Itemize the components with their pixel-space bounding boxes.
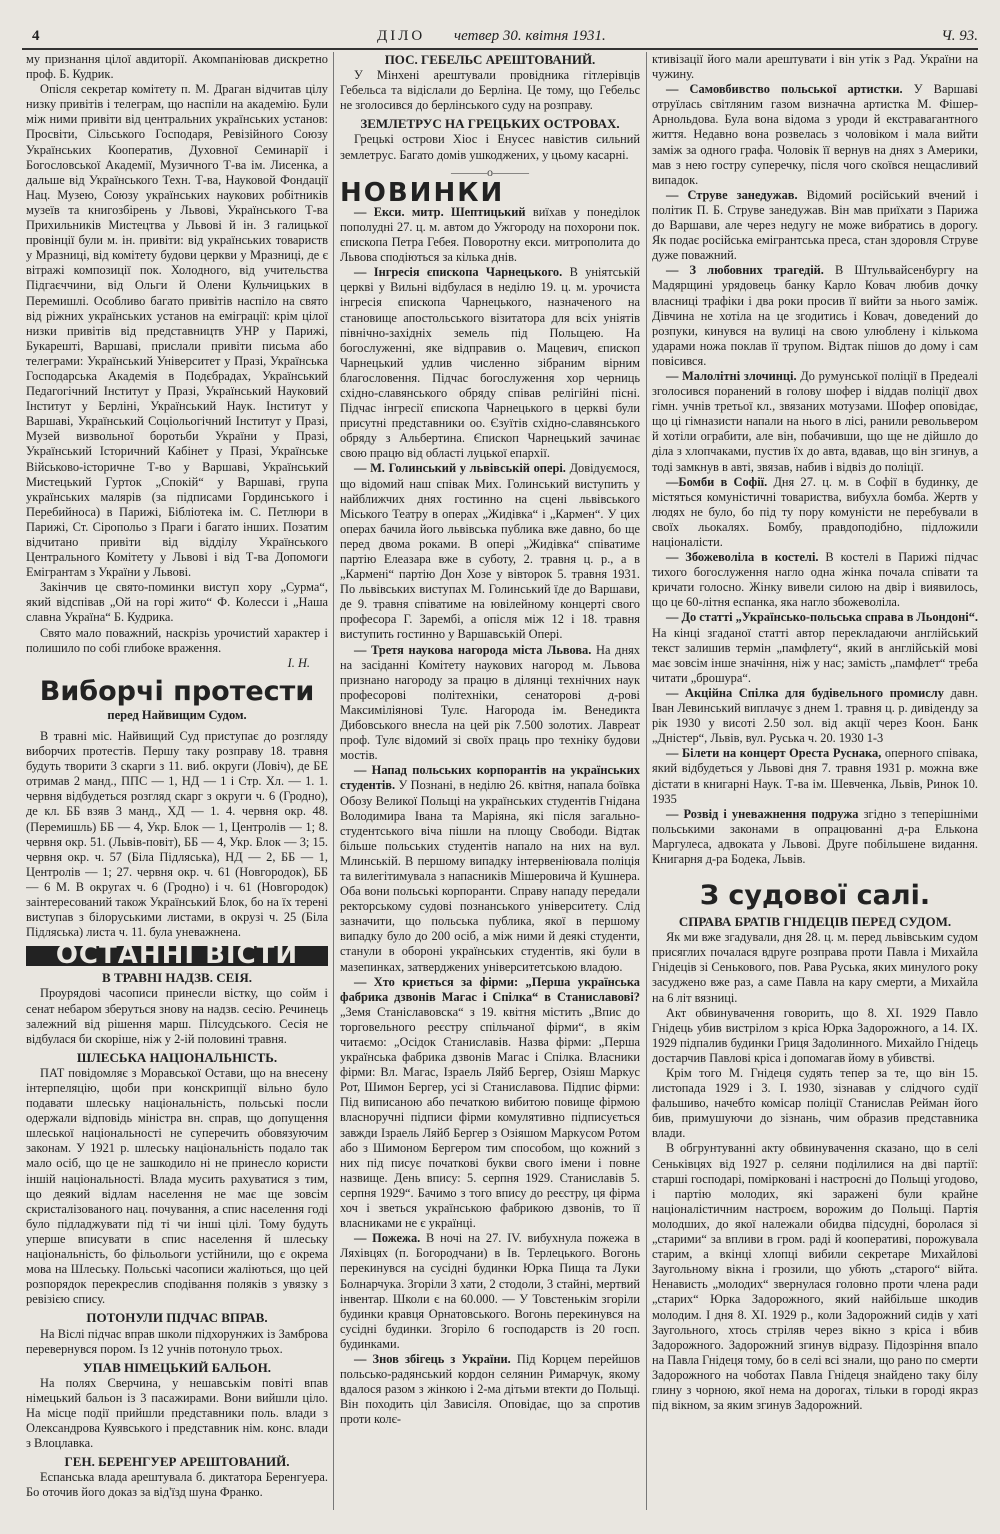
subheadline: перед Найвищим Судом. [107, 707, 247, 722]
news-item-title: — Струве занедужав. [666, 187, 798, 202]
section-heading: ГЕН. БЕРЕНГУЕР АРЕШТОВАНИЙ. [64, 1454, 290, 1470]
news-item [652, 188, 978, 263]
news-item-title: — Самовбивство польської артистки. [666, 82, 903, 97]
page-number: 4 [32, 28, 40, 44]
paragraph: Опісля секретар комітету п. М. Драган відчитав цілу низку привітів і телеграм, що наспіли на академію. Були між ними привіти від центральних українських установ: Просвіти, Сільського Господаря, Ревізійного Союзу Українських Кооператив, Духовної Семинарії і Богословської Академії, Музичного Т-ва ім. Лисенка, а дальше від Українського Техн. Т-ва, Науковой Фондації Нац. Музею, Союзу українських наукових робітників музеїв та книгозбірень у Львові, Українського Т-ва Прихильників Мистецтва у Львові й ін. З галицької провінції були м. ін. привіти: від українських товариств у Мразниці, від комітету будови церкви у Мразниці, де є вітражі композиції пок. Холодного, від учительства Підгаєччини, від Ольги й Олени Кульчицьких в Перемишлі. Особливо багато привітів наспіло на свято від ріжних українських установ на еміграції: крім цілої низки привітів від представництв УНР у Парижі, Букарешті, Варшаві, прислали привіти письма або телеграми: Український Університет у Празі, Українська Господарська Академія в Подєбрадах, Український Педагогічний Інститут у Празі, Український Науковий Інститут у Берліні, Український Наук. Інститут у Варшаві, Український Соціольогічний Інститут у Празі, Музей визвольної боротьби України у Празі, Український Історичний Кабінет у Празі, Українське Військово-історичне Т-во у Варшаві, Український Мистецький Гурток „Спокій“ у Варшаві, група українських малярів (за підписами Гординського і Перебийноса) в Парижі, Бібліотека ім. С. Петлюри в Парижі, Ст. Сіропольо з Праги і багато інших. Позатим відчитано привіти від відділу Українського Центрального Комітету у Львові і від Т-ва Допомоги Емігрантам з України у Львові. [26, 82, 328, 580]
news-item [652, 550, 978, 610]
news-item [340, 461, 640, 642]
paragraph: Еспанська влада арештувала б. диктатора Беренгуера. Бо оточив його доказ за від'їзд шуна Франко. [26, 1470, 328, 1500]
section-heading: УПАВ НІМЕЦЬКИЙ БАЛЬОН. [83, 1359, 271, 1375]
paragraph: Акт обвинувачення говорить, що 8. XI. 1929 Павло Гнідець убив вистрілом з кріса Юрка Задорожного, а 14. IX. 1929 підпалив будинки Гриця Задолинного. Михайло Гнідець достарчив Павлові кріса і допомагав йому в убивстві. [652, 1005, 978, 1065]
news-item-title: — Третя наукова нагорода міста Львова. [354, 642, 592, 657]
paragraph: У Мінхені арештували провідника гітлерівців Гебельса та відіслали до Берліна. Це тому, що Гебельс не зголосився до берлінського суду на розправу. [340, 68, 640, 113]
news-item-text: Під Корцем перейшов польсько-радянський кордон селянин Римарчук, якому вдалося разом з жінкою і 2-ма дітьми втекти до Польщі. Він походить ціл Зависіля. Оповідає, що за спротив проти колє- [340, 1351, 640, 1427]
column-2 [340, 52, 640, 1510]
news-item-title: —Бомби в Софії. [666, 474, 768, 489]
news-item [652, 82, 978, 188]
news-item [652, 746, 978, 806]
news-item-text: У Варшаві отруїлась світляним газом визначна артистка М. Фішер-Арнольдова. Була вона відома з уроди й екстравагантного життя. Недавно вона розвелась з чоловіком і мала вийти заміж за одного графа. Чоловік її вернув на днях з Америки, мав з нею гостру суперечку, після чого скоївся нещасливий випадок. [652, 82, 978, 187]
news-item-text: В ночі на 27. IV. вибухнула пожежа в Ляхівцях (п. Богородчани) в Ів. Терлецького. Вогонь перекинувся на сусідні будинки Юрка Пища та Луки Болнарчука. Згоріли 3 хати, 2 стодоли, 3 стайні, мертвий інвентар. Школи є на 60.000. — У Товстенькім згоріли будинки кравця Орнатовського. Вогонь перекинувся на сусідні будинки. Згоріло 6 господарств із 20 госп. будинками. [340, 1231, 640, 1351]
news-item-text: оперного співака, який відбудеться у Львові дня 7. травня 1931 р. можна вже дістати в книгарні Наук. Т-ва ім. Шевченка, Львів, Ринок 10. 1935 [652, 746, 978, 806]
paragraph: Грецькі острови Хіос і Енусес навістив сильний землетрус. Багато домів ушкоджених, у цьому касарні. [340, 132, 640, 162]
masthead [22, 28, 978, 50]
news-item-text: В уніятській церкві у Вильні відбулася в неділю 19. ц. м. урочиста інгресія єпископа Чарнецького, назначеного на становище апостольського візитатора для всіх уніятів північно-західніх земель під Польщею. На богослуженні, яке відправив о. Мацевич, єпископ Чарнецький удлив численно зібраним вірним благословення. Підчас богослуження хор черниць східно-славянського обряду співав релігійні пісні. Підчас інгресії єпископа Чарнецького в церкві були присутні представники оо. Єзуїтів східно-славянського обряду з Альбертина. Єпископ Чарнецький зачинає свою працю від області луцької епархії. [340, 265, 640, 461]
news-item-text: На кінці згаданої статті автор перекладаючи англійський текст залишив термін „памфлету“, який в англійській мові має зовсім інше значіння, ніж у нас; замість „памфлет“ треба читати „брошура“. [652, 625, 978, 685]
paragraph: ктивізації його мали арештувати і він утік з Рад. України на чужину. [652, 52, 978, 82]
news-item [340, 1352, 640, 1427]
news-item-title: — Розвід і уневажнення подружа [666, 806, 859, 821]
news-item [340, 265, 640, 461]
news-item-title: — Напад польських корпорантів на українських студентів. [340, 763, 640, 793]
separator: ———о——— [451, 164, 529, 179]
news-item-title: — До статті „Українсько-польська справа в Льондоні“. [666, 610, 978, 625]
paragraph: Як ми вже згадували, дня 28. ц. м. перед львівським судом присяглих почалася вдруге розправа проти Павла і Михайла Гнідеців зі Сенькового, пов. Рава Руська, яких минулого року засуджено вже раз, а саме Павла на кару смерти, а Михайла на 6 літ вязниці. [652, 930, 978, 1005]
news-item-title: — Знов збігець з України. [354, 1351, 511, 1366]
news-item-title: — Малолітні злочинці. [666, 368, 797, 383]
issue-date: четвер 30. квітня 1931. [454, 28, 606, 44]
news-item-text: Відомий російський вчений і політик П. Б. Струве занедужав. Він мав приїхати з Парижа до Варшави, але через недугу не може вибратись в дорогу. Як подає російська емігрантська преса, стан здоровля Струве дуже поважний. [652, 187, 978, 263]
news-item [340, 643, 640, 764]
news-item-title: — Білети на концерт Ореста Руснака, [666, 746, 882, 761]
column-3 [652, 52, 978, 1510]
news-item-text: На днях на засіданні Комітету наукових нагород м. Львова признано нагороду за працю в ділянці технічних наук професорові політехніки, сенаторові д-рові Максиміліянові Тулє. Нагорода ім. Венедикта Дибовського внесла на цей рік 7.500 золотих. Лавреат проф. Тулє відомий зі своїх праць про техніку будови мостів. [340, 642, 640, 763]
news-item-title: — Пожежа. [354, 1231, 421, 1246]
news-item-title: — Збожеволіла в костелі. [666, 550, 819, 565]
column-divider [333, 52, 334, 1510]
column-1 [26, 52, 328, 1510]
paragraph: Закінчив це свято-поминки виступ хору „Сурма“, який відспівав „Ой на горі жито“ Ф. Колесси і „Наша славна Україна“ Б. Кудрика. [26, 580, 328, 625]
news-item-text: „Земя Станіславовска“ з 19. квітня містить „Впис до торговельного реєстру спільчаної фірми“, в якім читаємо: „Осідок Станиславів. Назва фірми: „Перша українська фабрика дзвонів Магас і Спілка. Власники фірми: Вл. Магас, Ізраель Ляйб Бергер, Озіяш Маркус Рот, Шимон Бергер, усі зі Станиславова. Підпис фірми: Під виписаною або печаткою вибитою повище фірмою власноручні підписи фірми комулятивно підписується завжди Ізраель Ляйб Бергер з Озіяшом Маркусом Ротом або з Шимоном Бергером тим способом, що кожний з них під писує початкові букви свого імени і повне назвище. День впису: 5. серпня 1929. Станиславів 5. серпня 1929“. Бачимо з того впису до реєстру, ця фірма хоч і зветься українською фабрикою дзвонів, то її власниками не є українці. [340, 1004, 640, 1231]
section-heading: ПОТОНУЛИ ПІДЧАС ВПРАВ. [86, 1310, 268, 1326]
news-item [652, 610, 978, 685]
news-item [340, 205, 640, 265]
paragraph: Свято мало поважний, наскрізь урочистий характер і полишило по собі глибоке враження. [26, 625, 328, 655]
news-item-title: — М. Голинський у львівській опері. [354, 461, 566, 476]
paragraph: На полях Сверчина, у нешавськім повіті впав німецький бальон із 3 пасажирами. Вони вийшли ціло. На місце події прийшли представники поль. влади з Олександрова Куявського і представник нім. конс. влади з Влоцлавка. [26, 1375, 328, 1451]
news-item-text: В костелі в Парижі підчас тихого богослуження нагло одна жінка почала співати та кричати голосно. Жінку вивели силою на двір і виявилось, що це 60-літня еспанка, яка нагло збожеволіла. [652, 550, 978, 610]
news-item-text: згідно з теперішніми польськими законами в опрацюванні д-ра Елькона Маргулеса, адвоката у Львові. Друге побільшене видання. Книгарня д-ра Бодека, Львів. [652, 806, 978, 866]
headline-latest-news: ОСТАННІ ВІСТИ [26, 946, 328, 966]
section-heading: ПОС. ГЕБЕЛЬС АРЕШТОВАНИЙ. [384, 52, 596, 67]
news-item-title: — Акційна Спілка для будівельного промислу [666, 685, 944, 700]
news-item [652, 475, 978, 550]
news-item [340, 763, 640, 974]
news-item [652, 369, 978, 475]
news-item-text: У Познані, в неділю 26. квітня, напала боївка Обозу Великої Польщі на українських студентів Гнідана Володимира Івана та Маріяна, які після загально-студентського віча пішли на площу Свободи. Відтак більше польських студентів напало на них на вул. Млинській. В першому випадку інтервеніювала поліція та вилегітимувала з напасників Мішеровича й Кушнера. Оба вони польські корпоранти. Справу нападу передали ректорському судові познанського університету. Слід зазначити, що польська публика, якої в першому випадку було до 200 осіб, а між ними й деякі студенти, станули в обороні українських студентів, які були в мазепинках, затверджених університетською владою. [340, 778, 640, 974]
news-item-title: — Хто криється за фірми: „Перша українська фабрика дзвонів Магас і Спілка“ в Станиславові? [340, 974, 640, 1004]
column-divider [646, 52, 647, 1510]
news-item [652, 263, 978, 369]
section-heading: ЗЕМЛЕТРУС НА ГРЕЦЬКИХ ОСТРОВАХ. [360, 116, 620, 132]
masthead-rule [22, 48, 978, 50]
paragraph: Крім того М. Гнідеця судять тепер за те, що він 15. листопада 1929 і 3. I. 1930, зізнавав у слідчого судії фальшиво, начебто комісар поліції Станислав Рейман його бив, примушуючи до зізнань, чим образив представника влади. [652, 1066, 978, 1141]
news-item [340, 975, 640, 1232]
paragraph: му признання цілої авдиторії. Акомпаніював дискретно проф. Б. Кудрик. [26, 52, 328, 82]
news-item-text: давн. Іван Левинський виплачує з днем 1. травня ц. р. дивіденду за рік 1930 у висоті 2.50 зол. від акції через Коон. Банк „Дністер“, Львів, вул. Руська ч. 20. 1930 1-3 [652, 685, 978, 746]
headline-news: НОВИНКИ [340, 177, 505, 208]
paragraph: На Віслі підчас вправ школи підхорунжих із Замброва перевернувся пором. Із 12 учнів потонуло трьох. [26, 1326, 328, 1356]
news-item-text: виїхав у понеділок пополудні 27. ц. м. автом до Ужгороду на похорони пок. єпископа Петра Гебея. Поворотну екси. митрополита до Львова сподіються за кілька днів. [340, 204, 640, 265]
paragraph: Проурядові часописи принесли вістку, що сойм і сенат небаром зберуться знову на надзв. сесію. Речинець залежний від рішення марш. Пілсудського. Сесія не відбулася би скоріше, ніж у 2-ій половині травня. [26, 986, 328, 1046]
news-item-text: До румунської поліції в Предеалі зголосився поранений в голову шофер і віддав поліції двох гімн. учнів третьої кл., звязаних мотузами. Шофер оповідає, що ці гімназисти напали на нього в лісі, ранили револьвером й хотіли ограбити, але він, побачивши, що ще не дійшло до діла з хлопчаками, пустив їх до авта, вдавав, що він згинув, а тоді замкнув в авті, звязав, набив і відвіз до поліції. [652, 368, 978, 474]
newspaper-title: ДІЛО [377, 28, 426, 44]
section-heading: ШЛЕСЬКА НАЦІОНАЛЬНІСТЬ. [76, 1049, 278, 1065]
paragraph: В травні міс. Найвищий Суд приступає до розгляду виборчих протестів. Першу таку розправу 18. травня будуть творити 3 скарги з 11. виб. округи (Ловіч), де БЕ отримав 2 манд., ППС — 1, НД — 1 і Стр. Хл. — 1. 1. червня відбудеться розгляд скарг з округи ч. 6 (Гродно), де кл. ББ взяв 3 манд., ХД — 1. 4. червня окр. 48. (Перемишль) ББ — 4, Укр. Блок — 1, Центролів — 1; 8. червня окр. 51. (Львів-повіт), ББ — 4, Укр. Блок — 3; 15. червня окр. ч. 57 (Біла Підляська), НД — 2, ББ — 1, Центролів — 1; 27. червня окр. ч. 61 (Новгородок), ББ — 6 М. В округах ч. 6 (Гродно) і ч. 61 (Новгородок) заінтересований також Український Блок, бо на їх терені виступав з білоруськими листами, в окрузі ч. 25 (Біла Підляська) листа ч. 11. була уневажнена. [26, 728, 328, 940]
news-item-title: — Інгресія єпископа Чарнецького. [354, 265, 563, 280]
paragraph: В обгрунтуванні акту обвинувачення сказано, що в селі Сеньківцях від 1927 р. селяни поділилися на дві партії: старші господарі, помірковані і настроєні до Польщі угодово, і партію молодих, які заражені були крайне націоналістичним настроєм, ворожим до Польщі. Партія молодших, до якої належали обидва підсудні, боролася зі „старими“ за впливи в гром. раді й кооперативі, порожувала старим, а вкінці хлопці вибили секретаре Михайлові Заугольному вікна і грозили, що убють „старого“ війта. Ненависть „молодих“ звернулася головно проти члена ради „старих“ Юрка Задорожного, який найбільше шкодив молодим. І дня 8. XI. 1929 р., коли Задорожний сидів у хаті Заугольного, хтось стріляв через вікно з кріса і вбив Задорожного. Задорожний згинув відразу. Підозріння впало на Павла Гнідеця тому, бо в селі всі знали, що рано по смерти Задорожного на чоботах Павла Гнідеця знайдено таку білу глину з чорною, якої нема на дорогах, тільки в городі якраз під вікном, за яким згинув Задорожний. [652, 1141, 978, 1413]
news-item [340, 1231, 640, 1352]
headline-protests: Виборчі протести [39, 675, 315, 707]
signature: І. Н. [287, 655, 310, 670]
paragraph: ПАТ повідомляє з Моравської Остави, що на внесену інтерпеляцію, щоби при конскрипції вільно було подавати шлеську національність, польські посли одержали відповідь міністра вн. справ, що допущення шлеської національності не суперечить обовязуючим законам. У 1921 р. шлеську національність подало так мало осіб, що це не зашкодило ні не принесло користи іншій національності. Влада мусить рахуватися з тим, що деякий відлам населення не має ще зовсім скристалізованого нац. почування, а спис населення годі було підладжувати під ті чи інші цілі. Тому будуть уперше вписувати в спис населення й шлеську національність, бо фільольоги устійнили, що є окрема мова на Шлеську. Польські часописи жаліються, що цей розпорядок перекреслив сподівання поляків з увязку з ревізією спису. [26, 1065, 328, 1307]
news-item-text: Довідуємося, що відомий наш співак Мих. Голинський виступить у найближчих днях гостинно на сцені львівського Міського Театру в операх „Жидівка“ і „Кармен“. У цих операх бачила його львівська публика вже давно, бо ще перед двома роками. В опері „Жидівка“ співатиме партію Елеазара вже в суботу, 2. травня ц. р., а в „Кармені“ партію Дон Хозе у вівторок 5. травня 1931. По львівських виступах М. Голинський їде до Варшави, де 9. травня співатиме на ювілейному концерті свого професора Г. Зарембі, а опісля між 12 і 18. травня виступить гостинно у Варшавській Опері. [340, 461, 640, 642]
section-heading: В ТРАВНІ НАДЗВ. СЕІЯ. [102, 970, 252, 986]
news-item-title: — З любовних трагедій. [666, 263, 824, 278]
news-item [652, 807, 978, 867]
section-heading: СПРАВА БРАТІВ ГНІДЕЦІВ ПЕРЕД СУДОМ. [678, 914, 952, 930]
news-item-text: Дня 27. ц. м. в Софії в будинку, де містяться комуністичні товариства, вибухла бомба. Жертв у людях не було, бо під ту пору комуністи не перебували в своїх льокалях. Бомбу, правдоподібно, підложили націоналісти. [652, 474, 978, 549]
news-item-text: В Штульвайсенбургу на Мадярщині урядовець банку Карло Ковач любив дочку власниці трафіки і два роки просив її вийти за нього заміж. Дівчина не хотіла на це згодитись і Ковач, доведений до розпуки, кинувся на вулиці на свою улюблену і кількома ударами ножа поклав її трупом. Відтак пішов до дому і сам повісився. [652, 263, 978, 368]
news-item-title: — Екси. митр. Шептицький [354, 204, 526, 219]
headline-court: З судової салі. [699, 880, 931, 912]
news-item [652, 686, 978, 746]
issue-number: Ч. 93. [941, 28, 978, 44]
